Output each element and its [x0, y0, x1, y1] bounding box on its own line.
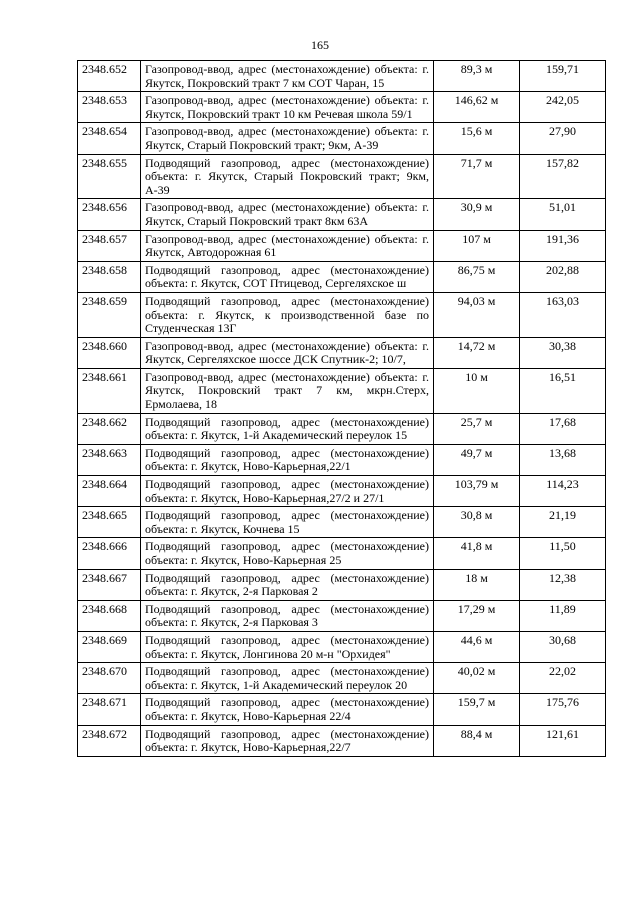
- row-value: 11,50: [520, 538, 606, 569]
- row-number: 2348.658: [78, 261, 141, 292]
- row-description: Подводящий газопровод, адрес (местонахождение) объекта: г. Якутск, 2-я Парковая 3: [141, 600, 434, 631]
- row-value: 30,38: [520, 337, 606, 368]
- row-description: Газопровод-ввод, адрес (местонахождение) объекта: г. Якутск, Старый Покровский тракт; 9км, А-39: [141, 123, 434, 154]
- row-value: 21,19: [520, 507, 606, 538]
- row-value: 163,03: [520, 292, 606, 337]
- row-description: Подводящий газопровод, адрес (местонахождение) объекта: г. Якутск, к производственной базе по Студенческая 13Г: [141, 292, 434, 337]
- row-length: 146,62 м: [434, 92, 520, 123]
- row-description: Газопровод-ввод, адрес (местонахождение) объекта: г. Якутск, Автодорожная 61: [141, 230, 434, 261]
- row-description: Газопровод-ввод, адрес (местонахождение) объекта: г. Якутск, Покровский тракт 7 км, мкрн.Стерх, Ермолаева, 18: [141, 368, 434, 413]
- table-row: [78, 261, 606, 292]
- row-description: Подводящий газопровод, адрес (местонахождение) объекта: г. Якутск, Ново-Карьерная,22/7: [141, 725, 434, 756]
- row-length: 41,8 м: [434, 538, 520, 569]
- table-row: [78, 663, 606, 694]
- row-value: 191,36: [520, 230, 606, 261]
- table-row: [78, 199, 606, 230]
- row-value: 16,51: [520, 368, 606, 413]
- row-value: 121,61: [520, 725, 606, 756]
- row-number: 2348.654: [78, 123, 141, 154]
- row-length: 17,29 м: [434, 600, 520, 631]
- row-value: 159,71: [520, 61, 606, 92]
- row-number: 2348.664: [78, 476, 141, 507]
- row-number: 2348.661: [78, 368, 141, 413]
- row-value: 17,68: [520, 413, 606, 444]
- row-length: 10 м: [434, 368, 520, 413]
- row-description: Подводящий газопровод, адрес (местонахождение) объекта: г. Якутск, Ново-Карьерная 25: [141, 538, 434, 569]
- row-length: 103,79 м: [434, 476, 520, 507]
- table-row: [78, 694, 606, 725]
- table-row: [78, 292, 606, 337]
- row-number: 2348.669: [78, 631, 141, 662]
- row-description: Подводящий газопровод, адрес (местонахождение) объекта: г. Якутск, Ново-Карьерная,22/1: [141, 444, 434, 475]
- row-description: Подводящий газопровод, адрес (местонахождение) объекта: г. Якутск, Ново-Карьерная,27/2 и 27/1: [141, 476, 434, 507]
- row-length: 159,7 м: [434, 694, 520, 725]
- row-description: Подводящий газопровод, адрес (местонахождение) объекта: г. Якутск, СОТ Птицевод, Сергеляхское ш: [141, 261, 434, 292]
- table-row: [78, 507, 606, 538]
- table-row: [78, 725, 606, 756]
- row-value: 30,68: [520, 631, 606, 662]
- row-number: 2348.652: [78, 61, 141, 92]
- table-row: [78, 61, 606, 92]
- table-row: [78, 631, 606, 662]
- row-number: 2348.672: [78, 725, 141, 756]
- page-number: 165: [311, 38, 329, 52]
- row-length: 30,8 м: [434, 507, 520, 538]
- table-row: [78, 230, 606, 261]
- row-length: 14,72 м: [434, 337, 520, 368]
- table-row: [78, 337, 606, 368]
- row-description: Подводящий газопровод, адрес (местонахождение) объекта: г. Якутск, 1-й Академический переулок 20: [141, 663, 434, 694]
- row-description: Подводящий газопровод, адрес (местонахождение) объекта: г. Якутск, Кочнева 15: [141, 507, 434, 538]
- table-row: [78, 123, 606, 154]
- row-description: Подводящий газопровод, адрес (местонахождение) объекта: г. Якутск, 1-й Академический переулок 15: [141, 413, 434, 444]
- row-number: 2348.665: [78, 507, 141, 538]
- row-description: Подводящий газопровод, адрес (местонахождение) объекта: г. Якутск, Ново-Карьерная 22/4: [141, 694, 434, 725]
- row-length: 49,7 м: [434, 444, 520, 475]
- row-description: Газопровод-ввод, адрес (местонахождение) объекта: г. Якутск, Покровский тракт 7 км СОТ Чаран, 15: [141, 61, 434, 92]
- row-description: Подводящий газопровод, адрес (местонахождение) объекта: г. Якутск, Старый Покровский тракт; 9км, А-39: [141, 154, 434, 199]
- row-number: 2348.671: [78, 694, 141, 725]
- row-number: 2348.670: [78, 663, 141, 694]
- table-row: [78, 92, 606, 123]
- row-value: 12,38: [520, 569, 606, 600]
- row-length: 15,6 м: [434, 123, 520, 154]
- table-row: [78, 413, 606, 444]
- row-value: 22,02: [520, 663, 606, 694]
- row-value: 27,90: [520, 123, 606, 154]
- asset-table: [77, 60, 606, 757]
- row-length: 30,9 м: [434, 199, 520, 230]
- row-number: 2348.653: [78, 92, 141, 123]
- row-value: 175,76: [520, 694, 606, 725]
- row-value: 202,88: [520, 261, 606, 292]
- row-length: 71,7 м: [434, 154, 520, 199]
- row-length: 44,6 м: [434, 631, 520, 662]
- asset-table-body: [78, 61, 606, 757]
- row-length: 88,4 м: [434, 725, 520, 756]
- row-length: 86,75 м: [434, 261, 520, 292]
- row-number: 2348.667: [78, 569, 141, 600]
- row-value: 242,05: [520, 92, 606, 123]
- table-row: [78, 600, 606, 631]
- row-number: 2348.655: [78, 154, 141, 199]
- row-value: 11,89: [520, 600, 606, 631]
- table-row: [78, 476, 606, 507]
- row-number: 2348.662: [78, 413, 141, 444]
- row-description: Газопровод-ввод, адрес (местонахождение) объекта: г. Якутск, Старый Покровский тракт 8км 63А: [141, 199, 434, 230]
- row-number: 2348.660: [78, 337, 141, 368]
- row-length: 25,7 м: [434, 413, 520, 444]
- row-description: Газопровод-ввод, адрес (местонахождение) объекта: г. Якутск, Покровский тракт 10 км Речевая школа 59/1: [141, 92, 434, 123]
- table-row: [78, 538, 606, 569]
- row-number: 2348.659: [78, 292, 141, 337]
- row-length: 107 м: [434, 230, 520, 261]
- row-number: 2348.666: [78, 538, 141, 569]
- row-length: 40,02 м: [434, 663, 520, 694]
- row-number: 2348.657: [78, 230, 141, 261]
- row-length: 94,03 м: [434, 292, 520, 337]
- table-row: [78, 444, 606, 475]
- row-value: 13,68: [520, 444, 606, 475]
- row-length: 89,3 м: [434, 61, 520, 92]
- row-value: 51,01: [520, 199, 606, 230]
- row-description: Газопровод-ввод, адрес (местонахождение) объекта: г. Якутск, Сергеляхское шоссе ДСК Спутник-2; 10/7,: [141, 337, 434, 368]
- row-length: 18 м: [434, 569, 520, 600]
- row-value: 157,82: [520, 154, 606, 199]
- row-number: 2348.656: [78, 199, 141, 230]
- row-description: Подводящий газопровод, адрес (местонахождение) объекта: г. Якутск, 2-я Парковая 2: [141, 569, 434, 600]
- table-row: [78, 368, 606, 413]
- row-value: 114,23: [520, 476, 606, 507]
- table-row: [78, 154, 606, 199]
- table-row: [78, 569, 606, 600]
- row-number: 2348.668: [78, 600, 141, 631]
- row-description: Подводящий газопровод, адрес (местонахождение) объекта: г. Якутск, Лонгинова 20 м-н "Орхидея": [141, 631, 434, 662]
- row-number: 2348.663: [78, 444, 141, 475]
